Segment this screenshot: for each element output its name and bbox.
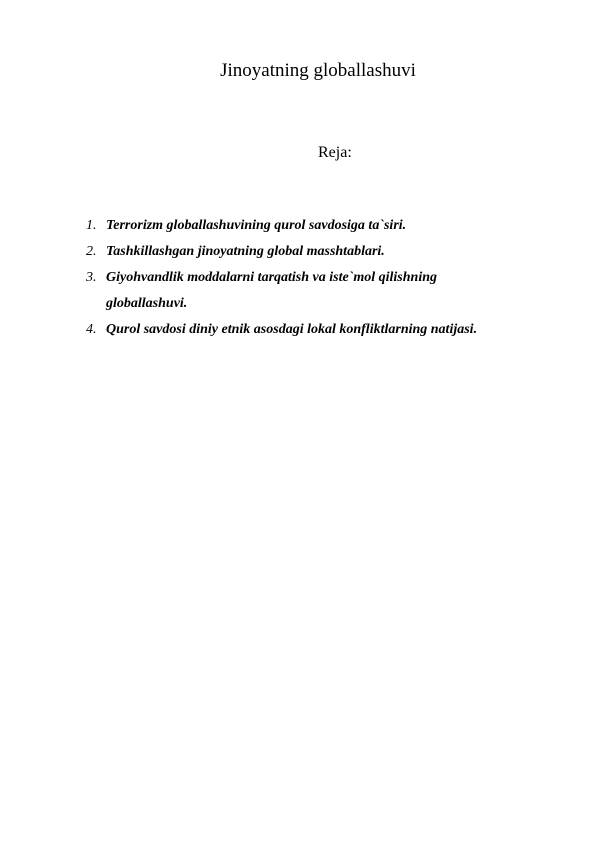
page-title: Jinoyatning globallashuvi (220, 60, 416, 81)
list-item-text: Terrorizm globallashuvining qurol savdosiga ta`siri. (106, 218, 407, 233)
list-item (86, 239, 556, 265)
list-item-text: Giyohvandlik moddalarni tarqatish va iste`mol qilishning globallashuvi. (106, 270, 437, 311)
list-item (86, 317, 556, 343)
list-item (86, 213, 556, 239)
list-item-number: 1. (86, 218, 97, 233)
list-item-number: 2. (86, 244, 97, 259)
plan-heading: Reja: (318, 144, 352, 161)
list-item-number: 3. (86, 270, 97, 285)
list-item (86, 265, 556, 317)
list-item-text: Tashkillashgan jinoyatning global masshtablari. (106, 244, 385, 259)
list-item-number: 4. (86, 322, 97, 337)
plan-list (86, 213, 556, 343)
list-item-text: Qurol savdosi diniy etnik asosdagi lokal konfliktlarning natijasi. (106, 322, 478, 337)
